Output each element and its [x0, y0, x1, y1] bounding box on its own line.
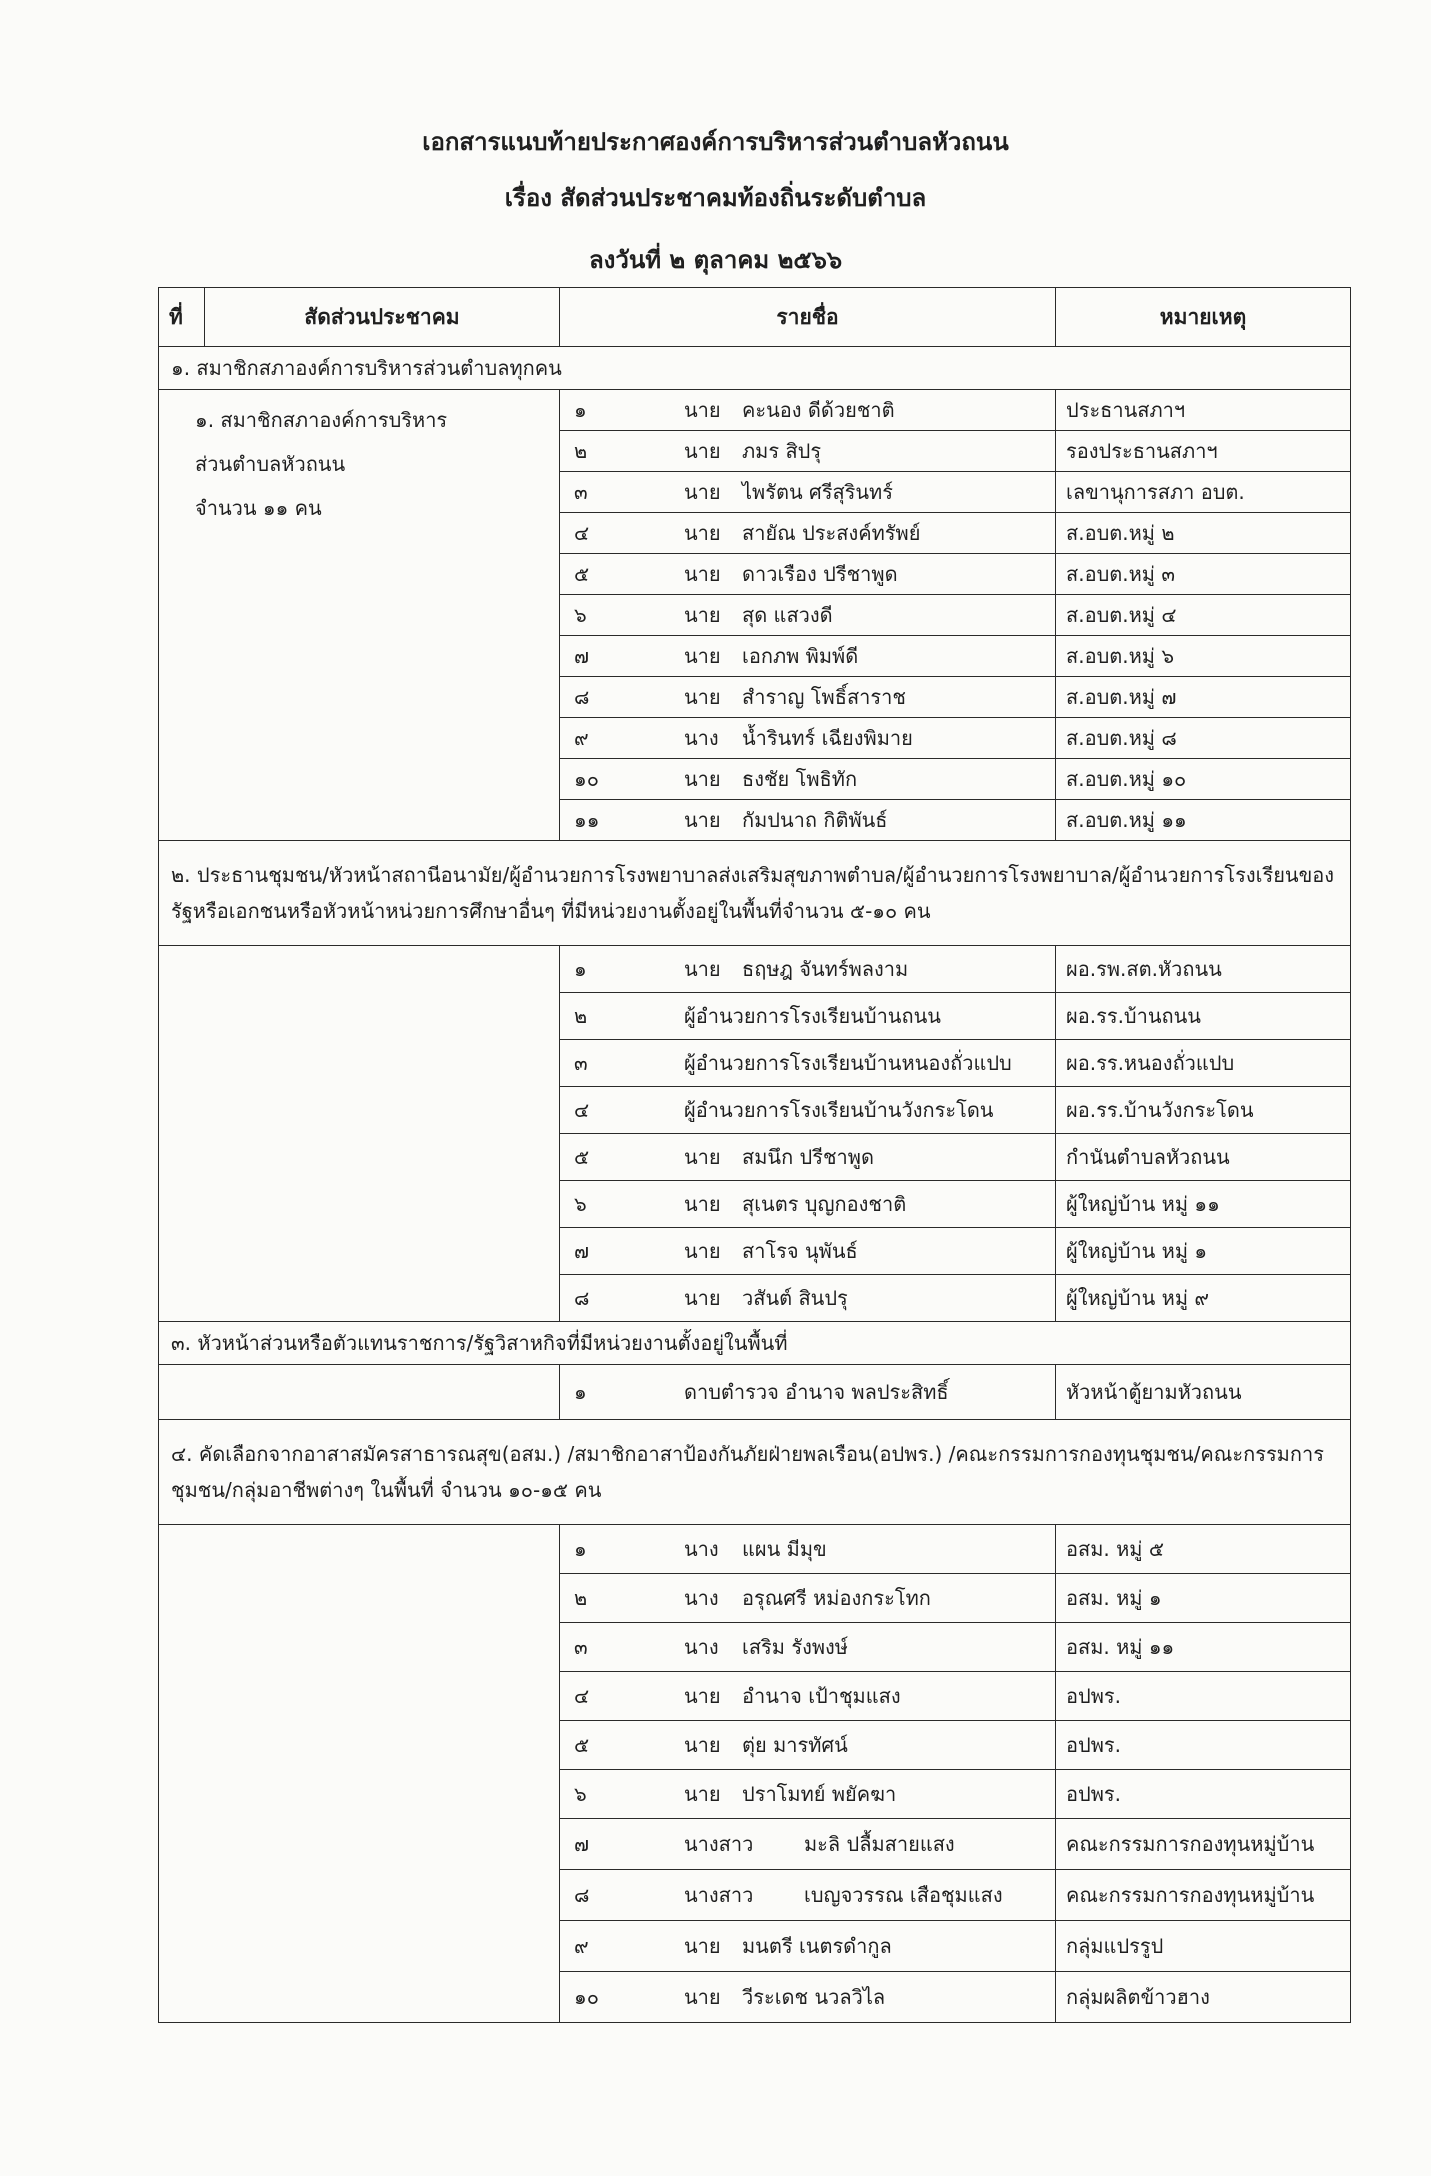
name-cell	[560, 595, 1056, 636]
remark-cell: ส.อบต.หมู่ ๓	[1056, 554, 1351, 595]
name-cell	[560, 1525, 1056, 1574]
name-cell	[560, 718, 1056, 759]
section2-sector-cell	[159, 946, 560, 1322]
remark-cell: ผู้ใหญ่บ้าน หมู่ ๑	[1056, 1228, 1351, 1275]
remark-cell: คณะกรรมการกองทุนหมู่บ้าน	[1056, 1870, 1351, 1921]
remark-cell: ผอ.รร.บ้านวังกระโดน	[1056, 1087, 1351, 1134]
name-title: นางสาว	[684, 1883, 754, 1907]
row-number: ๒	[574, 439, 588, 463]
name-title: นาย	[684, 685, 721, 709]
person-name: เสริม รังพงษ์	[742, 1635, 848, 1659]
section3-heading-row	[159, 1322, 1351, 1365]
row-number: ๓	[574, 480, 588, 504]
remark-cell: ส.อบต.หมู่ ๔	[1056, 595, 1351, 636]
name-title: นาย	[684, 1934, 721, 1958]
name-title: นาง	[684, 726, 719, 750]
name-title: นาย	[684, 1782, 721, 1806]
name-title: นาย	[684, 1286, 721, 1310]
remark-cell: อสม. หมู่ ๑	[1056, 1574, 1351, 1623]
name-cell	[560, 993, 1056, 1040]
section1-heading-row	[159, 347, 1351, 390]
row-number: ๔	[574, 1684, 590, 1708]
header-names: รายชื่อ	[560, 288, 1056, 347]
person-name: สาโรจ นุพันธ์	[742, 1239, 858, 1263]
person-name: ตุ่ย มารทัศน์	[742, 1733, 848, 1757]
name-cell	[560, 1819, 1056, 1870]
section-heading: ๔. คัดเลือกจากอาสาสมัครสาธารณสุข(อสม.) /สมาชิกอาสาป้องกันภัยฝ่ายพลเรือน(อปพร.) /คณะกรรมการกองทุนชุมชน/คณะกรรมการชุมชน/กลุ่มอาชีพต่างๆ ในพื้นที่ จำนวน ๑๐-๑๕ คน	[159, 1420, 1351, 1525]
name-title: นาย	[684, 644, 721, 668]
name-cell	[560, 1921, 1056, 1972]
name-title: นาง	[684, 1537, 719, 1561]
table-header-row	[159, 288, 1351, 347]
person-name: ธงชัย โพธิทัก	[742, 767, 858, 791]
remark-cell: อสม. หมู่ ๕	[1056, 1525, 1351, 1574]
row-number: ๔	[574, 1098, 590, 1122]
name-cell	[560, 1365, 1056, 1420]
document-date: ลงวันที่ ๒ ตุลาคม ๒๕๖๖	[588, 246, 843, 274]
row-number: ๑	[574, 957, 587, 981]
name-cell	[560, 390, 1056, 431]
remark-cell: กลุ่มแปรรูป	[1056, 1921, 1351, 1972]
person-name: สุเนตร บุญกองชาติ	[742, 1192, 907, 1216]
row-number: ๖	[574, 603, 587, 627]
section4-heading-row	[159, 1420, 1351, 1525]
remark-cell: คณะกรรมการกองทุนหมู่บ้าน	[1056, 1819, 1351, 1870]
table-row	[159, 1525, 1351, 1574]
remark-cell: อสม. หมู่ ๑๑	[1056, 1623, 1351, 1672]
row-number: ๑๑	[574, 808, 600, 832]
name-cell	[560, 472, 1056, 513]
person-name: ภมร สิปรุ	[742, 439, 822, 463]
row-number: ๔	[574, 521, 590, 545]
name-cell	[560, 513, 1056, 554]
row-number: ๘	[574, 1883, 590, 1907]
row-number: ๗	[574, 1239, 590, 1263]
name-cell	[560, 677, 1056, 718]
person-name: ผู้อำนวยการโรงเรียนบ้านถนน	[684, 1004, 941, 1028]
sector-line: ส่วนตำบลหัวถนน	[195, 452, 346, 476]
name-title: นาย	[684, 1684, 721, 1708]
name-title: นางสาว	[684, 1832, 754, 1856]
remark-cell: ผอ.รร.บ้านถนน	[1056, 993, 1351, 1040]
row-number: ๙	[574, 726, 589, 750]
name-cell	[560, 1574, 1056, 1623]
remark-cell: ผู้ใหญ่บ้าน หมู่ ๙	[1056, 1275, 1351, 1322]
person-name: เบญจวรรณ เสือชุมแสง	[804, 1883, 1003, 1907]
name-title: นาย	[684, 767, 721, 791]
row-number: ๖	[574, 1192, 587, 1216]
name-cell	[560, 636, 1056, 677]
name-cell	[560, 1087, 1056, 1134]
row-number: ๙	[574, 1934, 589, 1958]
header-no: ที่	[159, 288, 205, 347]
person-name: มนตรี เนตรดำกูล	[742, 1934, 892, 1958]
name-title: นาย	[684, 1985, 721, 2009]
name-cell	[560, 800, 1056, 841]
row-number: ๘	[574, 1286, 590, 1310]
remark-cell: อปพร.	[1056, 1672, 1351, 1721]
header-sector: สัดส่วนประชาคม	[205, 288, 560, 347]
person-name: กัมปนาถ กิติพันธ์	[742, 808, 888, 832]
sector-line: ๑. สมาชิกสภาองค์การบริหาร	[195, 408, 448, 432]
remark-cell: กลุ่มผลิตข้าวฮาง	[1056, 1972, 1351, 2023]
remark-cell: ผอ.รพ.สต.หัวถนน	[1056, 946, 1351, 993]
remark-cell: ประธานสภาฯ	[1056, 390, 1351, 431]
person-name: ไพรัตน ศรีสุรินทร์	[742, 480, 893, 504]
name-cell	[560, 1623, 1056, 1672]
name-cell	[560, 1275, 1056, 1322]
person-name: ดาบตำรวจ อำนาจ พลประสิทธิ์	[684, 1380, 949, 1404]
document-subject: เรื่อง สัดส่วนประชาคมท้องถิ่นระดับตำบล	[504, 184, 927, 212]
name-title: นาย	[684, 1733, 721, 1757]
name-title: นาย	[684, 562, 721, 586]
name-cell	[560, 946, 1056, 993]
person-name: แผน มีมุข	[742, 1537, 827, 1561]
person-name: มะลิ ปลื้มสายแสง	[804, 1832, 955, 1856]
name-title: นาย	[684, 480, 721, 504]
name-title: นาย	[684, 1145, 721, 1169]
remark-cell: อปพร.	[1056, 1770, 1351, 1819]
remark-cell: ส.อบต.หมู่ ๗	[1056, 677, 1351, 718]
name-cell	[560, 431, 1056, 472]
name-cell	[560, 1770, 1056, 1819]
person-name: สำราญ โพธิ์สาราช	[742, 685, 906, 709]
row-number: ๑	[574, 1380, 587, 1404]
section3-sector-cell	[159, 1365, 560, 1420]
name-cell	[560, 1181, 1056, 1228]
row-number: ๓	[574, 1635, 588, 1659]
table-row	[159, 390, 1351, 431]
row-number: ๘	[574, 685, 590, 709]
person-name: ผู้อำนวยการโรงเรียนบ้านหนองถั่วแปบ	[684, 1051, 1012, 1075]
document-title: เอกสารแนบท้ายประกาศองค์การบริหารส่วนตำบลหัวถนน	[422, 128, 1009, 156]
remark-cell: หัวหน้าตู้ยามหัวถนน	[1056, 1365, 1351, 1420]
person-name: สมนึก ปรีชาพูด	[742, 1145, 874, 1169]
remark-cell: ผอ.รร.หนองถั่วแปบ	[1056, 1040, 1351, 1087]
name-cell	[560, 1721, 1056, 1770]
row-number: ๒	[574, 1586, 588, 1610]
name-title: นาย	[684, 398, 721, 422]
remark-cell: อปพร.	[1056, 1721, 1351, 1770]
person-name: น้ำรินทร์ เฉียงพิมาย	[742, 726, 913, 750]
person-name: ปราโมทย์ พยัคฆา	[742, 1782, 897, 1806]
row-number: ๑	[574, 1537, 587, 1561]
section4-sector-cell	[159, 1525, 560, 2023]
name-cell	[560, 1870, 1056, 1921]
row-number: ๕	[574, 1733, 590, 1757]
section-heading: ๑. สมาชิกสภาองค์การบริหารส่วนตำบลทุกคน	[159, 347, 1351, 390]
person-name: คะนอง ดีด้วยชาติ	[742, 398, 895, 422]
name-title: นาย	[684, 808, 721, 832]
row-number: ๑๐	[574, 767, 599, 791]
row-number: ๓	[574, 1051, 588, 1075]
person-name: สายัณ ประสงค์ทรัพย์	[742, 521, 921, 545]
person-name: ผู้อำนวยการโรงเรียนบ้านวังกระโดน	[684, 1098, 994, 1122]
remark-cell: รองประธานสภาฯ	[1056, 431, 1351, 472]
table-row	[159, 946, 1351, 993]
name-title: นาง	[684, 1586, 719, 1610]
remark-cell: เลขานุการสภา อบต.	[1056, 472, 1351, 513]
name-cell	[560, 1134, 1056, 1181]
name-title: นาย	[684, 439, 721, 463]
row-number: ๑	[574, 398, 587, 422]
remark-cell: ส.อบต.หมู่ ๑๐	[1056, 759, 1351, 800]
person-name: อำนาจ เป้าชุมแสง	[742, 1684, 901, 1708]
remark-cell: ส.อบต.หมู่ ๑๑	[1056, 800, 1351, 841]
person-name: วีระเดช นวลวิไล	[742, 1985, 886, 2009]
name-title: นาย	[684, 957, 721, 981]
person-name: เอกภพ พิมพ์ดี	[742, 644, 859, 668]
section2-heading-row	[159, 841, 1351, 946]
remark-cell: ผู้ใหญ่บ้าน หมู่ ๑๑	[1056, 1181, 1351, 1228]
person-name: วสันต์ สินปรุ	[742, 1286, 848, 1310]
name-cell	[560, 1972, 1056, 2023]
person-name: ธฤษฎ จันทร์พลงาม	[742, 957, 909, 981]
table-row	[159, 1365, 1351, 1420]
row-number: ๑๐	[574, 1985, 599, 2009]
remark-cell: ส.อบต.หมู่ ๖	[1056, 636, 1351, 677]
row-number: ๗	[574, 644, 590, 668]
remark-cell: กำนันตำบลหัวถนน	[1056, 1134, 1351, 1181]
row-number: ๗	[574, 1832, 590, 1856]
name-cell	[560, 759, 1056, 800]
row-number: ๕	[574, 1145, 590, 1169]
name-title: นาย	[684, 603, 721, 627]
section-heading: ๒. ประธานชุมชน/หัวหน้าสถานีอนามัย/ผู้อำนวยการโรงพยาบาลส่งเสริมสุขภาพตำบล/ผู้อำนวยการโรงพยาบาล/ผู้อำนวยการโรงเรียนของรัฐหรือเอกชนหรือหัวหน้าหน่วยการศึกษาอื่นๆ ที่มีหน่วยงานตั้งอยู่ในพื้นที่จำนวน ๕-๑๐ คน	[159, 841, 1351, 946]
name-title: นาย	[684, 1192, 721, 1216]
remark-cell: ส.อบต.หมู่ ๘	[1056, 718, 1351, 759]
name-cell	[560, 1040, 1056, 1087]
name-cell	[560, 1228, 1056, 1275]
header-remark: หมายเหตุ	[1056, 288, 1351, 347]
row-number: ๕	[574, 562, 590, 586]
name-cell	[560, 1672, 1056, 1721]
sector-line: จำนวน ๑๑ คน	[195, 496, 322, 520]
person-name: อรุณศรี หม่องกระโทก	[742, 1586, 931, 1610]
name-title: นาย	[684, 521, 721, 545]
person-name: ดาวเรือง ปรีชาพูด	[742, 562, 898, 586]
name-cell	[560, 554, 1056, 595]
section1-sector-cell	[159, 390, 560, 841]
section-heading: ๓. หัวหน้าส่วนหรือตัวแทนราชการ/รัฐวิสาหกิจที่มีหน่วยงานตั้งอยู่ในพื้นที่	[159, 1322, 1351, 1365]
row-number: ๖	[574, 1782, 587, 1806]
community-members-table	[158, 287, 1351, 2023]
name-title: นาง	[684, 1635, 719, 1659]
name-title: นาย	[684, 1239, 721, 1263]
row-number: ๒	[574, 1004, 588, 1028]
person-name: สุด แสวงดี	[742, 603, 833, 627]
remark-cell: ส.อบต.หมู่ ๒	[1056, 513, 1351, 554]
